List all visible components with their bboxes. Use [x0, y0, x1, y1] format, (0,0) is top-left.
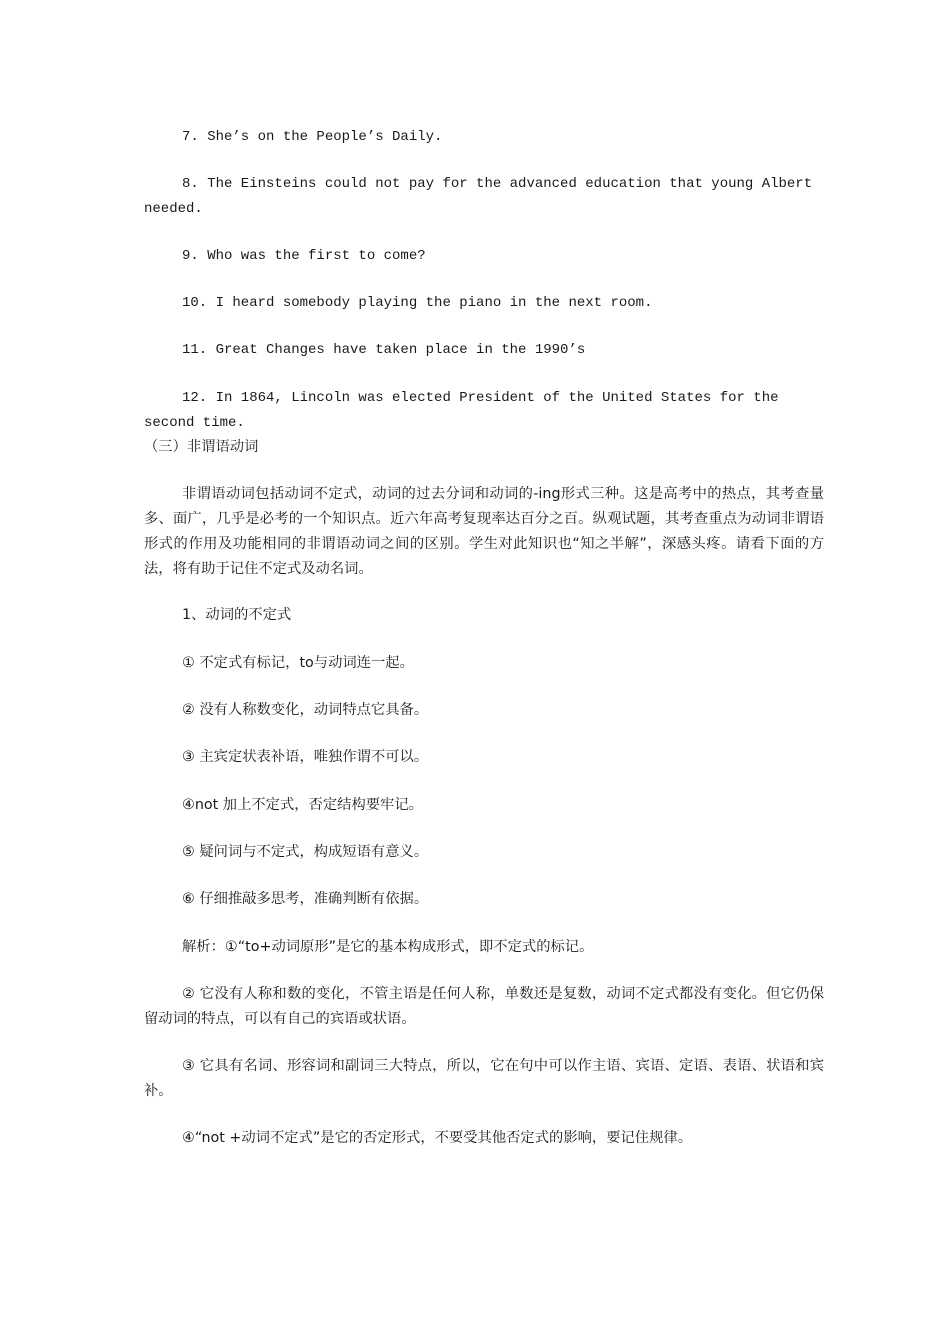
sentence-9: 9. Who was the first to come?: [182, 248, 426, 264]
rule-1: ① 不定式有标记，to与动词连一起。: [182, 655, 414, 671]
rule-4: ④not 加上不定式，否定结构要牢记。: [182, 797, 423, 813]
rule-3: ③ 主宾定状表补语，唯独作谓不可以。: [182, 749, 429, 765]
subheading-infinitive: 1、动词的不定式: [182, 607, 292, 623]
rule-6: ⑥ 仔细推敲多思考，准确判断有依据。: [182, 891, 429, 907]
sentence-10: 10. I heard somebody playing the piano in the next room.: [182, 295, 653, 311]
section-heading: （三）非谓语动词: [144, 439, 259, 455]
analysis-1: 解析：①“to+动词原形”是它的基本构成形式，即不定式的标记。: [182, 939, 594, 955]
sentence-12: 12. In 1864, Lincoln was elected President of the United States for the second time.: [144, 390, 787, 431]
intro-paragraph: 非谓语动词包括动词不定式，动词的过去分词和动词的-ing形式三种。这是高考中的热点，其考查量多、面广，几乎是必考的一个知识点。近六年高考复现率达百分之百。纵观试题，其考查重点为动词非谓语形式的作用及功能相同的非谓语动词之间的区别。学生对此知识也“知之半解”，深感头疼。请看下面的方法，将有助于记住不定式及动名词。: [144, 486, 824, 577]
rule-5: ⑤ 疑问词与不定式，构成短语有意义。: [182, 844, 429, 860]
analysis-4: ④“not +动词不定式”是它的否定形式，不要受其他否定式的影响，要记住规律。: [182, 1130, 692, 1146]
sentence-8: 8. The Einsteins could not pay for the advanced education that young Albert needed.: [144, 176, 821, 217]
rule-2: ② 没有人称数变化，动词特点它具备。: [182, 702, 429, 718]
analysis-3: ③ 它具有名词、形容词和副词三大特点，所以，它在句中可以作主语、宾语、定语、表语、状语和宾补。: [144, 1058, 824, 1099]
sentence-7: 7. She’s on the People’s Daily.: [182, 129, 443, 145]
sentence-11: 11. Great Changes have taken place in the 1990’s: [182, 342, 586, 358]
analysis-2: ② 它没有人称和数的变化，不管主语是任何人称，单数还是复数，动词不定式都没有变化。但它仍保留动词的特点，可以有自己的宾语或状语。: [144, 986, 824, 1027]
